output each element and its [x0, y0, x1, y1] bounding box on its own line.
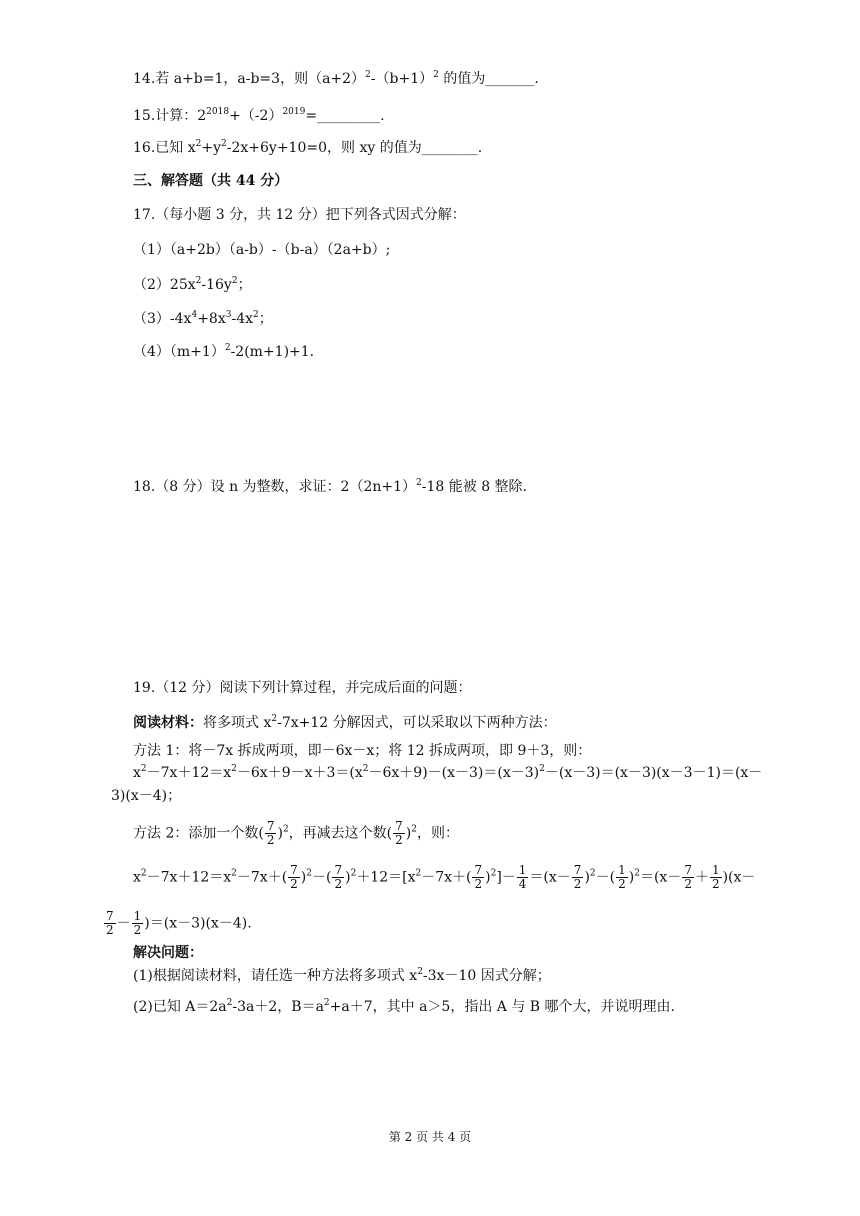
fraction-7-2: $\frac{7}{2}$: [290, 863, 298, 891]
solve-part-2: (2)已知 $A=2a^2-3a+2$，$B=a^2+a+7$，其中 a＞5，指出 A 与 B 哪个大，并说明理由.: [133, 998, 675, 1015]
reading-material: 阅读材料：将多项式 $x^2-7x+12$ 分解因式，可以采取以下两种方法：: [133, 714, 557, 731]
question-17-part-3: $(3)-4x^4+8x^3-4x^2$；: [133, 310, 273, 327]
fraction-7-2: $\frac{7}{2}$: [474, 863, 483, 891]
section-heading: 三、解答题（共 44 分）: [133, 173, 289, 189]
fraction-7-2: $\frac{7}{2}$: [106, 909, 114, 937]
solve-part-1: (1)根据阅读材料，请任选一种方法将多项式 $x^2-3x-10$ 因式分解；: [133, 967, 551, 984]
question-17-part-1: （1）（a+2b）（a-b）-（b-a）（2a+b）;: [133, 242, 391, 258]
question-16: 16.已知 $x^2+y^2-2x+6y+10=0$，则 xy 的值为________.: [133, 139, 483, 156]
method-1-line-2: 3)(x－4)；: [111, 788, 182, 804]
question-19-title: 19.（12 分）阅读下列计算过程，并完成后面的问题：: [133, 680, 472, 696]
fraction-1-4: $\frac{1}{4}$: [518, 863, 527, 891]
question-14: 14.若 a+b=1，a-b=3，则$(a+2)^2-(b+1)^2$ 的值为_______.: [133, 70, 539, 87]
method-2-equation: $x^2-7x+12=x^2-7x+$( $\frac{7}{2}$ )$^2$－( $\frac{7}{2}$ )$^2+12=[x^2-7x+$( $\frac{7}{2}$ )$^2$]－ $\frac{1}{4}$ ＝(x－ $\frac{7}{2}$ )$^2$－( $\frac{1}{2}$ )$^2$＝(x－ $\frac{7}{2}$ ＋ $\frac{1}{2}$ )(x－: [133, 863, 756, 891]
question-17-title: 17.（每小题 3 分，共 12 分）把下列各式因式分解：: [133, 207, 466, 223]
fraction-7-2: $\frac{7}{2}$: [573, 863, 582, 891]
solve-label: 解决问题：: [133, 945, 203, 961]
question-17-part-2: $(2)25x^2-16y^2$；: [133, 276, 252, 293]
method-2-title: 方法 2：添加一个数( $\frac{7}{2}$ )$^2$，再减去这个数( $\frac{7}{2}$ )$^2$，则：: [133, 819, 459, 847]
fraction-1-2: $\frac{1}{2}$: [133, 909, 142, 937]
question-15: 15.计算：$2^{2018}+(-2)^{2019}=\_\_\_\_\_\_\_\_\_$.: [133, 107, 385, 124]
question-17-part-4: $(4)(m+1)^2-2(m+1)+1$.: [133, 343, 315, 360]
question-18: 18.（8 分）设 n 为整数，求证：$2(2n+1)^2-18$ 能被 8 整除.: [133, 478, 528, 495]
fraction-7-2: $\frac{7}{2}$: [684, 863, 692, 891]
fraction-7-2: $\frac{7}{2}$: [334, 863, 343, 891]
fraction-7-2: $\frac{7}{2}$: [395, 819, 403, 847]
method-2-equation-cont: $\frac{7}{2}$ － $\frac{1}{2}$ )＝(x－3)(x－4).: [106, 909, 252, 937]
fraction-1-2: $\frac{1}{2}$: [618, 863, 626, 891]
method-1-title: 方法 1：将－7x 拆成两项，即－6x－x；将 12 拆成两项，即 9＋3，则：: [133, 743, 592, 759]
page-footer: 第 2 页 共 4 页: [388, 1130, 472, 1144]
method-1-line-1: $x^2-7x+12=x^2-6x+9-x+3=(x^2-6x+9)-(x-3)=(x-3)^2-(x-3)=(x-3)(x-3-1)=(x-$: [133, 764, 763, 781]
fraction-7-2: $\frac{7}{2}$: [266, 819, 275, 847]
fraction-1-2: $\frac{1}{2}$: [711, 863, 720, 891]
